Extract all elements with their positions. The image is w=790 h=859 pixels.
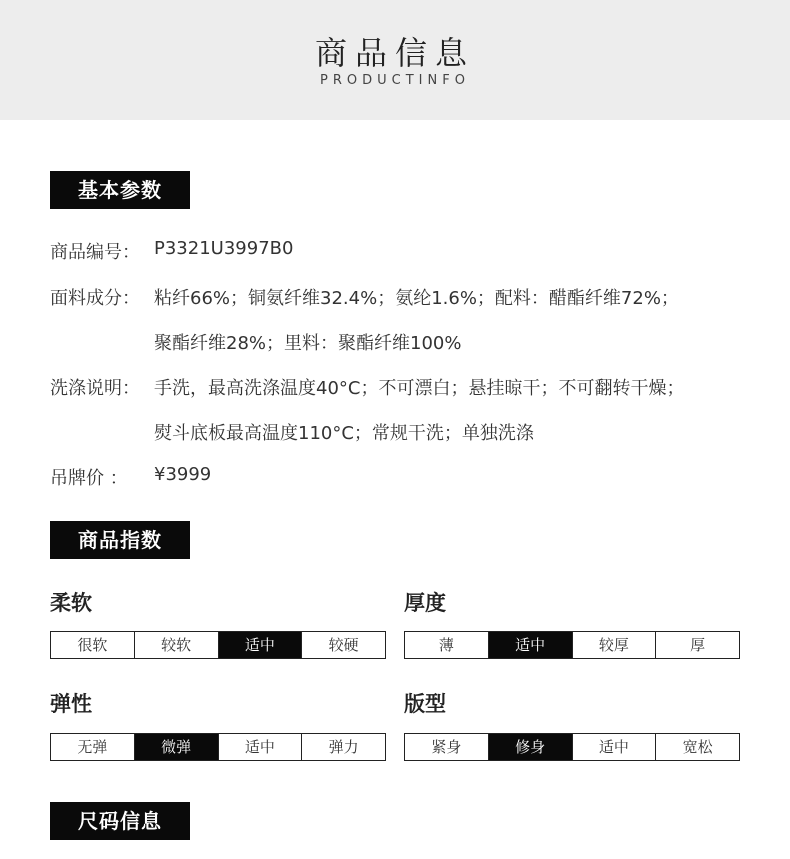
price-value: ¥3999 [154, 464, 212, 485]
page-header [0, 0, 790, 120]
index-option: 适中 [572, 734, 656, 760]
index-option: 薄 [438, 636, 454, 654]
wash-row [50, 374, 685, 400]
index-option: 无弹 [77, 738, 108, 756]
index-title-softness: 柔软 [50, 591, 92, 615]
product-code-row [50, 238, 294, 264]
price-label: 吊牌价 ： [50, 468, 128, 489]
wash-label: 洗涤说明： [50, 378, 140, 399]
price-row [50, 464, 212, 490]
index-option: 紧身 [431, 738, 462, 756]
index-option-selected: 修身 [488, 734, 572, 760]
fabric-value-line2: 聚酯纤维28%；里料：聚酯纤维100% [154, 333, 462, 354]
index-option: 弹力 [301, 734, 385, 760]
index-title-elasticity: 弹性 [50, 692, 92, 716]
product-code-value: P3321U3997B0 [154, 238, 294, 259]
index-scale-thickness [404, 631, 740, 659]
index-option: 较软 [134, 632, 218, 658]
index-option: 厚 [655, 632, 739, 658]
product-code-label: 商品编号： [50, 242, 140, 263]
index-option: 较硬 [301, 632, 385, 658]
index-option-selected: 微弹 [134, 734, 218, 760]
index-scale-fit [404, 733, 740, 761]
index-scale-softness [50, 631, 386, 659]
index-option-selected: 适中 [488, 632, 572, 658]
index-option: 宽松 [655, 734, 739, 760]
section-tag-size: 尺码信息 [50, 802, 190, 840]
index-option: 很软 [77, 636, 108, 654]
index-title-fit: 版型 [404, 692, 446, 716]
index-title-thickness: 厚度 [404, 591, 446, 615]
index-option-selected: 适中 [218, 632, 302, 658]
index-option: 较厚 [572, 632, 656, 658]
fabric-label: 面料成分： [50, 288, 140, 309]
fabric-value-line1: 粘纤66%；铜氨纤维32.4%；氨纶1.6%；配料：醋酯纤维72%； [154, 288, 679, 309]
wash-value-line1: 手洗，最高洗涤温度40°C；不可漂白；悬挂晾干；不可翻转干燥； [154, 378, 685, 399]
index-option: 适中 [218, 734, 302, 760]
page-subtitle: PRODUCTINFO [320, 73, 470, 88]
section-tag-basic: 基本参数 [50, 171, 190, 209]
page-title: 商品信息 [314, 34, 475, 72]
wash-value-line2: 熨斗底板最高温度110°C；常规干洗；单独洗涤 [154, 423, 534, 444]
section-tag-index: 商品指数 [50, 521, 190, 559]
index-scale-elasticity [50, 733, 386, 761]
fabric-row [50, 284, 679, 310]
